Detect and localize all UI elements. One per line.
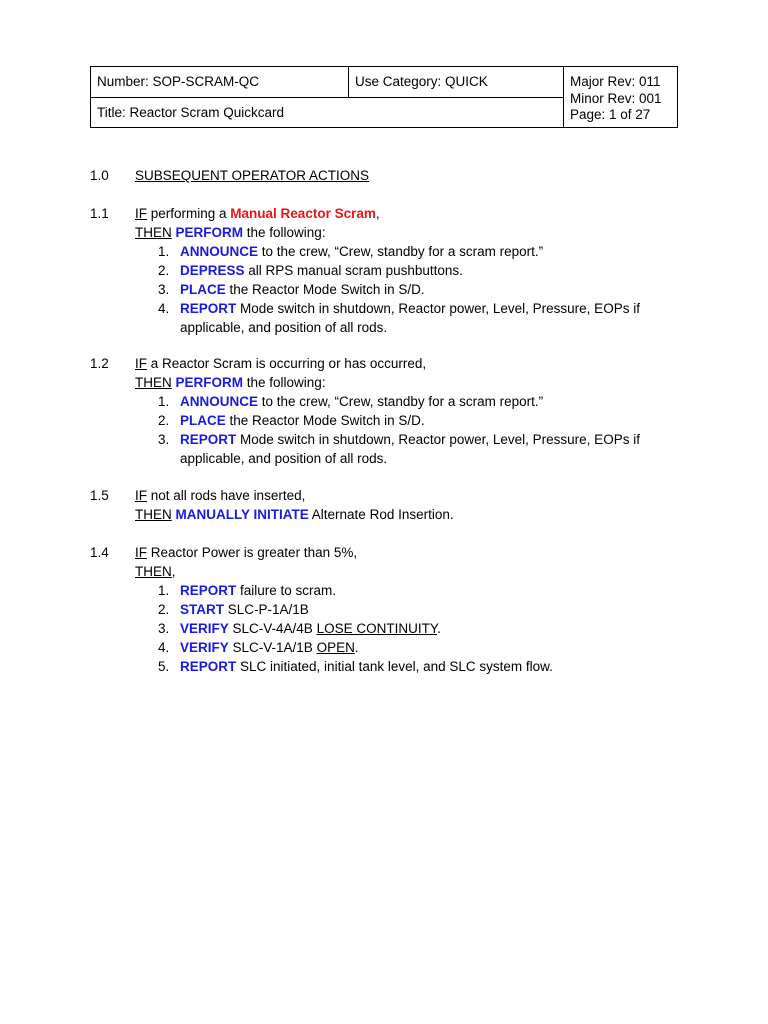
- step-number: 2.: [158, 263, 170, 278]
- step-list: [135, 242, 675, 337]
- step-verb: REPORT: [180, 301, 237, 316]
- step-item: [135, 280, 675, 299]
- step-number: 4.: [158, 301, 170, 316]
- step-number: 3.: [158, 432, 170, 447]
- step-number: 1.: [158, 244, 170, 259]
- use-category: Use Category: QUICK: [355, 74, 488, 89]
- then-action: [135, 223, 675, 242]
- step-number: 1.: [158, 583, 170, 598]
- if-text: performing a: [147, 206, 231, 221]
- step-item: [135, 657, 675, 676]
- step-list: [135, 392, 675, 468]
- step-item: [135, 581, 675, 600]
- step-number: 3.: [158, 621, 170, 636]
- step-text: to the crew, “Crew, standby for a scram report.”: [258, 244, 544, 259]
- step-text: SLC-V-1A/1B: [228, 640, 317, 655]
- step-number: 2.: [158, 602, 170, 617]
- if-text: not all rods have inserted,: [147, 488, 306, 503]
- if-highlight: Manual Reactor Scram: [230, 206, 376, 221]
- step-number: 3.: [158, 282, 170, 297]
- step-item: [135, 411, 675, 430]
- step-verb: DEPRESS: [180, 263, 245, 278]
- major-rev: Major Rev: 011: [570, 74, 661, 89]
- section-number: 1.4: [90, 545, 109, 560]
- then-tail: the following:: [243, 375, 326, 390]
- section-number: 1.5: [90, 488, 109, 503]
- step-text: SLC-P-1A/1B: [224, 602, 309, 617]
- then-tail: the following:: [243, 225, 326, 240]
- step-text: the Reactor Mode Switch in S/D.: [225, 413, 425, 428]
- then-keyword: THEN: [135, 507, 172, 522]
- step-item: [135, 299, 675, 337]
- step-item: [135, 242, 675, 261]
- step-text: all RPS manual scram pushbuttons.: [244, 263, 463, 278]
- step-item: [135, 638, 675, 657]
- then-tail: ,: [171, 564, 176, 579]
- then-action: [135, 562, 675, 581]
- action-verb: MANUALLY INITIATE: [175, 507, 309, 522]
- if-condition: [135, 354, 675, 373]
- step-verb: REPORT: [180, 583, 237, 598]
- step-item: [135, 261, 675, 280]
- if-tail: ,: [375, 206, 380, 221]
- step-item: [135, 392, 675, 411]
- step-verb: PLACE: [180, 282, 226, 297]
- then-keyword: THEN: [135, 375, 172, 390]
- step-verb: ANNOUNCE: [180, 244, 259, 259]
- step-text: SLC-V-4A/4B: [228, 621, 317, 636]
- step-text: failure to scram.: [236, 583, 337, 598]
- if-keyword: IF: [135, 206, 147, 221]
- if-keyword: IF: [135, 356, 147, 371]
- step-text: Mode switch in shutdown, Reactor power, Level, Pressure, EOPs if applicable, and position of all rods.: [180, 301, 640, 335]
- step-tail: .: [437, 621, 441, 636]
- action-verb: PERFORM: [175, 225, 244, 240]
- step-number: 1.: [158, 394, 170, 409]
- step-verb: PLACE: [180, 413, 226, 428]
- minor-rev: Minor Rev: 001: [570, 91, 662, 106]
- step-verb: REPORT: [180, 659, 237, 674]
- section-number: 1.0: [90, 168, 109, 183]
- step-text: the Reactor Mode Switch in S/D.: [225, 282, 425, 297]
- header-divider: [91, 97, 563, 98]
- step-list: [135, 581, 675, 676]
- step-number: 4.: [158, 640, 170, 655]
- if-text: Reactor Power is greater than 5%,: [147, 545, 358, 560]
- if-condition: [135, 204, 675, 223]
- step-verb: START: [180, 602, 224, 617]
- then-action: [135, 373, 675, 392]
- step-verb: VERIFY: [180, 621, 229, 636]
- step-number: 2.: [158, 413, 170, 428]
- section-heading: SUBSEQUENT OPERATOR ACTIONS: [135, 168, 370, 183]
- step-item: [135, 600, 675, 619]
- if-keyword: IF: [135, 545, 147, 560]
- step-verb: VERIFY: [180, 640, 229, 655]
- if-condition: [135, 543, 675, 562]
- step-item: [135, 619, 675, 638]
- then-action: [135, 505, 675, 524]
- step-text: SLC initiated, initial tank level, and SLC system flow.: [236, 659, 553, 674]
- step-verb: REPORT: [180, 432, 237, 447]
- step-tail: .: [354, 640, 359, 655]
- section-number: 1.1: [90, 206, 109, 221]
- step-number: 5.: [158, 659, 170, 674]
- step-underlined-state: OPEN: [316, 640, 355, 655]
- doc-title: Title: Reactor Scram Quickcard: [97, 105, 285, 120]
- then-tail: Alternate Rod Insertion.: [308, 507, 454, 522]
- doc-number: Number: SOP-SCRAM-QC: [97, 74, 260, 89]
- step-text: to the crew, “Crew, standby for a scram report.”: [258, 394, 544, 409]
- then-keyword: THEN: [135, 225, 172, 240]
- page-number: Page: 1 of 27: [570, 107, 651, 122]
- step-item: [135, 430, 675, 468]
- if-condition: [135, 486, 675, 505]
- if-text: a Reactor Scram is occurring or has occurred,: [147, 356, 427, 371]
- action-verb: PERFORM: [175, 375, 244, 390]
- then-keyword: THEN: [135, 564, 172, 579]
- step-verb: ANNOUNCE: [180, 394, 259, 409]
- if-keyword: IF: [135, 488, 147, 503]
- section-number: 1.2: [90, 356, 109, 371]
- step-text: Mode switch in shutdown, Reactor power, Level, Pressure, EOPs if applicable, and position of all rods.: [180, 432, 640, 466]
- document-header-table: [90, 66, 678, 128]
- step-underlined-state: LOSE CONTINUITY: [316, 621, 438, 636]
